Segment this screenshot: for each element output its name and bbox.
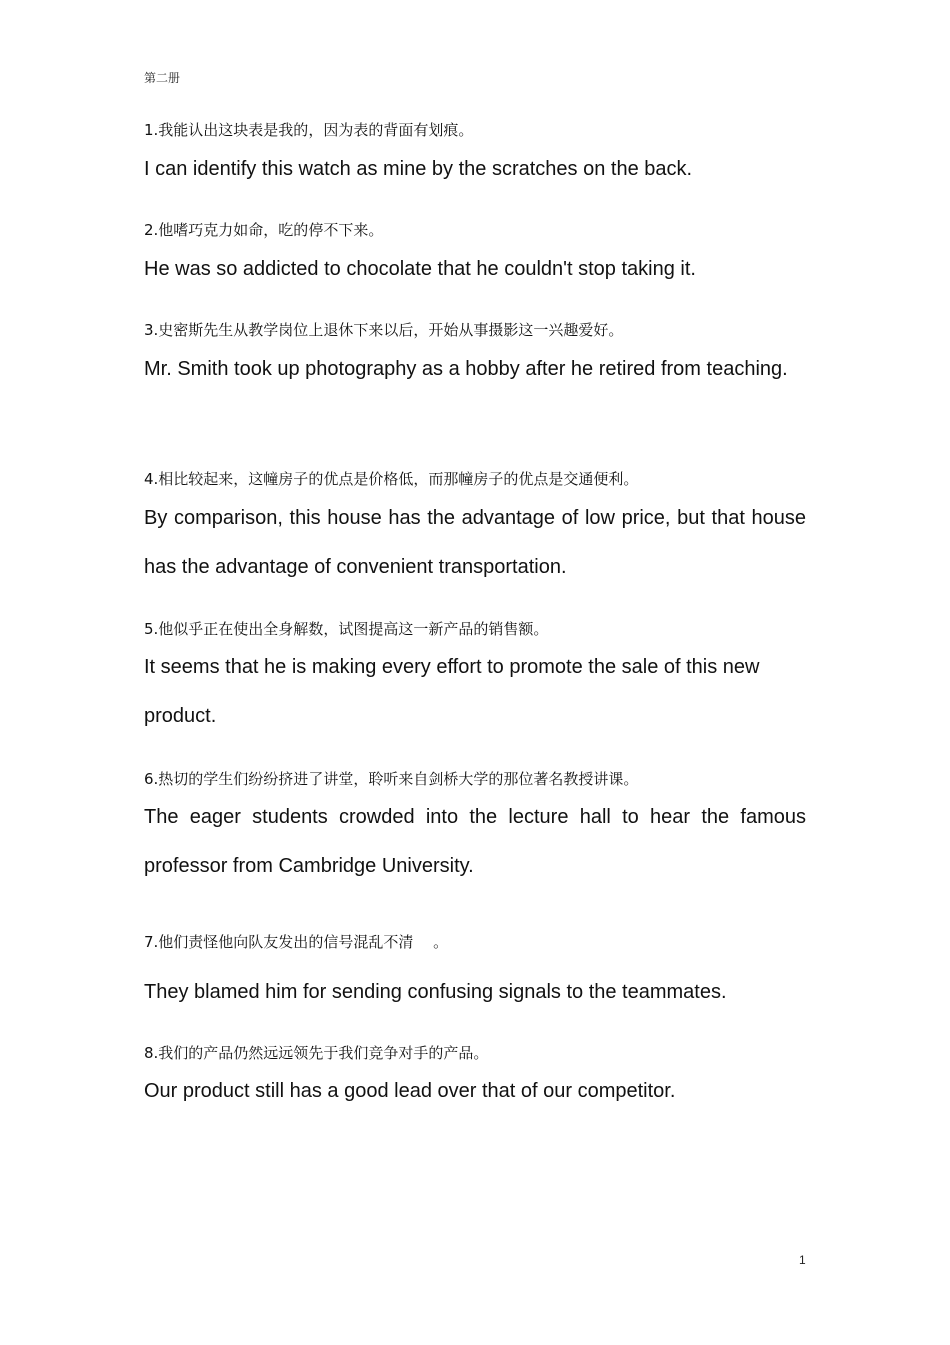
english-translation-5: It seems that he is making every effort to promote the sale of this new product.: [144, 656, 760, 727]
english-translation-8: Our product still has a good lead over that of our competitor.: [144, 1080, 676, 1102]
english-translation-2: He was so addicted to chocolate that he couldn't stop taking it.: [144, 258, 696, 280]
chinese-sentence-5: 5.他似乎正在使出全身解数，试图提高这一新产品的销售额。: [144, 620, 549, 638]
chinese-sentence-1: 1.我能认出这块表是我的，因为表的背面有划痕。: [144, 121, 474, 139]
chinese-sentence-4: 4.相比较起来，这幢房子的优点是价格低，而那幢房子的优点是交通便利。: [144, 470, 639, 488]
chinese-sentence-6: 6.热切的学生们纷纷挤进了讲堂，聆听来自剑桥大学的那位著名教授讲课。: [144, 770, 639, 788]
chinese-sentence-3: 3.史密斯先生从教学岗位上退休下来以后，开始从事摄影这一兴趣爱好。: [144, 321, 624, 339]
english-translation-1: I can identify this watch as mine by the scratches on the back.: [144, 158, 693, 180]
chinese-sentence-7: 7.他们责怪他向队友发出的信号混乱不清 。: [144, 933, 449, 951]
english-translation-3: Mr. Smith took up photography as a hobby after he retired from teaching.: [144, 358, 788, 380]
english-translation-6: The eager students crowded into the lecture hall to hear the famous professor from Cambridge University.: [144, 806, 806, 877]
page-header: 第二册: [144, 71, 181, 85]
english-translation-7: They blamed him for sending confusing signals to the teammates.: [144, 981, 727, 1003]
chinese-sentence-2: 2.他嗜巧克力如命，吃的停不下来。: [144, 221, 384, 239]
chinese-sentence-8: 8.我们的产品仍然远远领先于我们竞争对手的产品。: [144, 1044, 489, 1062]
english-translation-4: By comparison, this house has the advantage of low price, but that house has the advantage of convenient transportation.: [144, 507, 806, 578]
page-number: 1: [799, 1253, 806, 1267]
